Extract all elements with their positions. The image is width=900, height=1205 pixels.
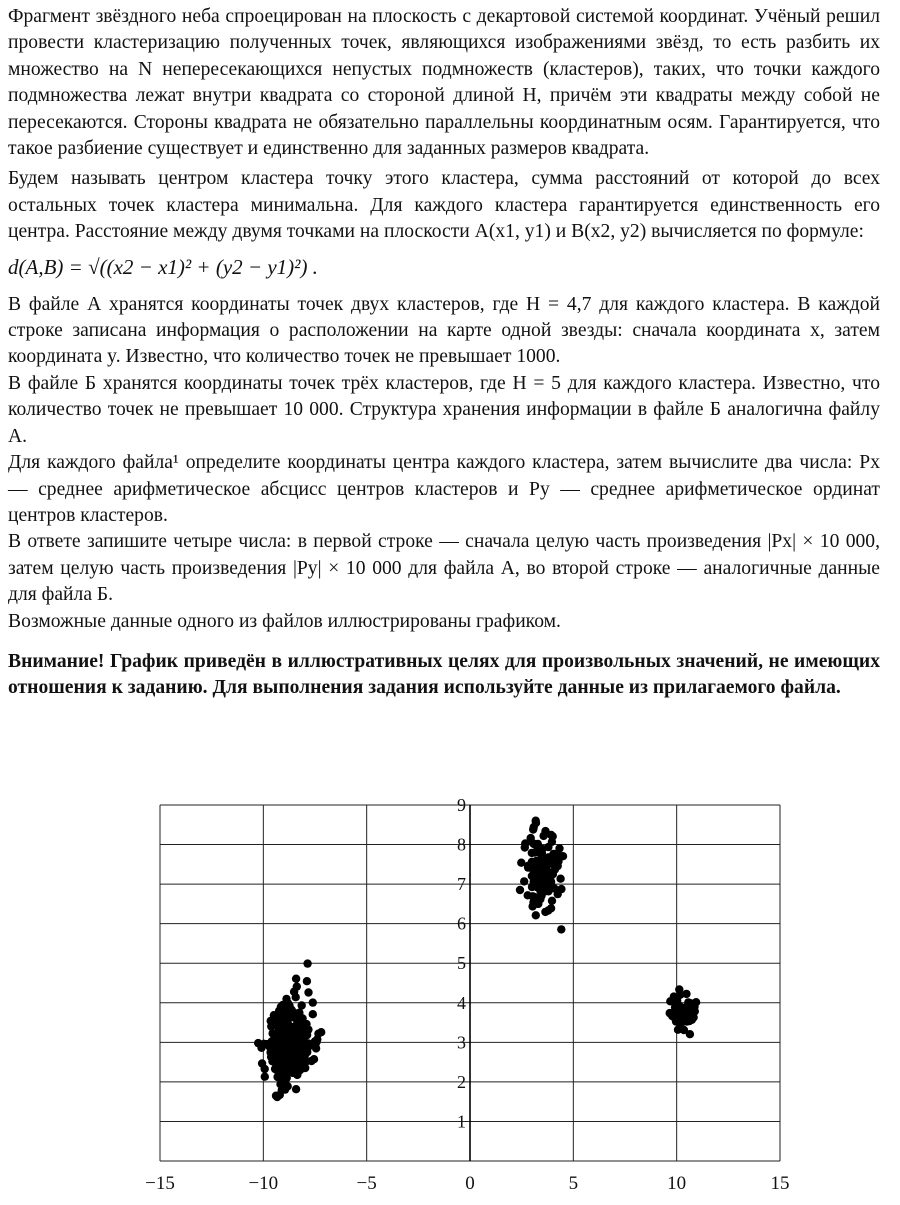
data-point: [544, 906, 552, 914]
data-point: [542, 829, 550, 837]
data-point: [304, 988, 312, 996]
data-point: [303, 959, 311, 967]
data-point: [275, 1007, 283, 1015]
data-point: [548, 897, 556, 905]
data-point: [676, 1007, 684, 1015]
data-point: [541, 854, 549, 862]
data-point: [685, 1016, 693, 1024]
scatter-chart-svg: [140, 795, 800, 1200]
paragraph-intro: [8, 4, 880, 162]
data-point: [547, 878, 555, 886]
data-points: [254, 817, 700, 1102]
y-tick-label: 2: [457, 1071, 466, 1092]
data-point: [267, 1022, 275, 1030]
data-point: [520, 877, 528, 885]
data-point: [543, 862, 551, 870]
data-point: [676, 991, 684, 999]
y-tick-label: 3: [457, 1032, 466, 1053]
warning-text: Внимание! График приведён в иллюстративных целях для произвольных значений, не имеющих отношения к заданию. Для выполнения задания используйте данные из прилагаемого файла.: [8, 650, 880, 699]
y-tick-label: 9: [457, 795, 466, 815]
paragraph-center-definition: [8, 166, 880, 245]
formula-text: d(A,B) = √((x2 − x1)² + (y2 − y1)²) .: [8, 254, 318, 279]
data-point: [279, 1038, 287, 1046]
data-point: [285, 1002, 293, 1010]
y-tick-label: 4: [457, 992, 466, 1013]
tick-labels: [145, 795, 789, 1194]
x-tick-label: −5: [356, 1173, 377, 1194]
data-point: [309, 1010, 317, 1018]
paragraph-answer: [8, 529, 880, 608]
data-point: [303, 977, 311, 985]
paragraph-file-a: [8, 292, 880, 371]
x-tick-label: 10: [667, 1173, 687, 1194]
data-point: [294, 1034, 302, 1042]
y-tick-label: 8: [457, 834, 466, 855]
data-point: [266, 1043, 274, 1051]
data-point: [686, 1030, 694, 1038]
data-point: [273, 1093, 281, 1101]
data-point: [532, 819, 540, 827]
data-point: [261, 1073, 269, 1081]
y-tick-label: 1: [457, 1111, 466, 1132]
data-point: [288, 1060, 296, 1068]
paragraph-compute: [8, 450, 880, 529]
data-point: [310, 1055, 318, 1063]
data-point: [254, 1039, 262, 1047]
data-point: [557, 925, 565, 933]
data-point: [532, 911, 540, 919]
y-tick-label: 7: [457, 874, 466, 895]
data-point: [290, 988, 298, 996]
x-tick-label: 5: [568, 1173, 579, 1194]
p7-text: Возможные данные одного из файлов иллюстрированы графиком.: [8, 610, 561, 632]
data-point: [303, 1048, 311, 1056]
p3-text: В файле А хранятся координаты точек двух кластеров, где H = 4,7 для каждого кластера. В каждой строке записана информация о расположении на карте одной звезды: сначала координата x, затем координата y. Известно, что количество точек не превышает 1000.: [8, 293, 880, 368]
data-point: [674, 1026, 682, 1034]
data-point: [293, 1070, 301, 1078]
paragraph-illustration: [8, 609, 880, 635]
data-point: [687, 999, 695, 1007]
data-point: [312, 1044, 320, 1052]
task-text: [8, 4, 880, 702]
x-tick-label: 15: [770, 1173, 790, 1194]
data-point: [289, 1013, 297, 1021]
data-point: [516, 886, 524, 894]
scatter-chart: [140, 795, 800, 1200]
data-point: [281, 1025, 289, 1033]
data-point: [517, 859, 525, 867]
data-point: [298, 1001, 306, 1009]
data-point: [292, 975, 300, 983]
paragraph-file-b: [8, 371, 880, 450]
data-point: [309, 998, 317, 1006]
data-point: [294, 1023, 302, 1031]
p5-text: Для каждого файла¹ определите координаты центра каждого кластера, затем вычислите два числа: Px — среднее арифметическое абсцисс центров кластеров и Py — среднее арифметическое ординат центров кластеров.: [8, 452, 880, 526]
distance-formula: [8, 250, 880, 284]
data-point: [535, 877, 543, 885]
warning-note: [8, 649, 880, 702]
data-point: [555, 844, 563, 852]
data-point: [294, 1045, 302, 1053]
data-point: [267, 1053, 275, 1061]
data-point: [530, 840, 538, 848]
data-point: [556, 875, 564, 883]
y-tick-label: 6: [457, 913, 466, 934]
x-tick-label: −10: [248, 1173, 279, 1194]
p4-text: В файле Б хранятся координаты точек трёх кластеров, где H = 5 для каждого кластера. Известно, что количество точек не превышает 10 000. Структура хранения информации в файле Б аналогична файлу А.: [8, 372, 880, 447]
data-point: [281, 1076, 289, 1084]
data-point: [554, 890, 562, 898]
x-tick-label: 0: [465, 1173, 475, 1194]
y-tick-label: 5: [457, 953, 466, 974]
p2-text: Будем называть центром кластера точку этого кластера, сумма расстояний от которой до всех остальных точек кластера минимальна. Для каждого кластера гарантируется единственность его центра. Расстояние между двумя точками на плоскости A(x1, y1) и B(x2, y2) вычисляется по формуле:: [8, 168, 880, 243]
data-point: [281, 1049, 289, 1057]
data-point: [552, 862, 560, 870]
data-point: [261, 1065, 269, 1073]
p1-text: Фрагмент звёздного неба спроецирован на плоскость с декартовой системой координат. Учёный решил провести кластеризацию полученных точек, являющихся изображениями звёзд, то есть разбить их множество на N непересекающихся непустых подмножеств (кластеров), таких, что точки каждого подмножества лежат внутри квадрата со стороной длиной H, причём эти квадраты между собой не пересекаются. Стороны квадрата не обязательно параллельны координатным осям. Гарантируется, что такое разбиение существует и единственно для заданных размеров квадрата.: [8, 6, 880, 160]
data-point: [544, 887, 552, 895]
data-point: [534, 900, 542, 908]
data-point: [301, 1064, 309, 1072]
data-point: [292, 1085, 300, 1093]
data-point: [314, 1030, 322, 1038]
data-point: [544, 843, 552, 851]
x-tick-label: −15: [145, 1173, 175, 1194]
p6-text: В ответе запишите четыре числа: в первой строке — сначала целую часть произведения |Px| × 10 000, затем целую часть произведения |Py| × 10 000 для файла А, во второй строке — аналогичные данные для файла Б.: [8, 531, 880, 606]
data-point: [528, 849, 536, 857]
